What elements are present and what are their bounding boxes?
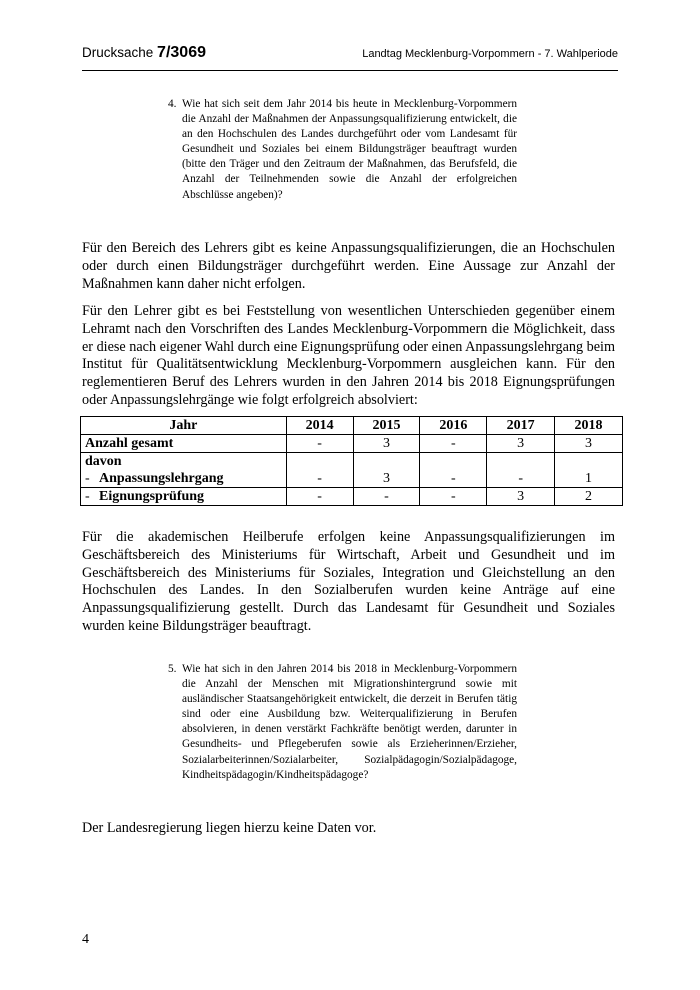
table-header-cell: 2016 [420, 417, 487, 435]
drucksache-number: 7/3069 [157, 44, 206, 61]
table-header-cell: 2015 [353, 417, 420, 435]
table-cell: 3 [353, 470, 420, 488]
table-cell: - [286, 488, 353, 506]
drucksache-prefix: Drucksache [82, 45, 154, 60]
table-cell: - [286, 470, 353, 488]
question-5-number: 5. [168, 663, 177, 675]
row-label-text: Anpassungslehrgang [99, 470, 224, 486]
table-header-cell: 2017 [487, 417, 555, 435]
question-4-text: Wie hat sich seit dem Jahr 2014 bis heute in Mecklenburg-Vorpommern die Anzahl der Maßnahmen der Anpassungsqualifizierung entwickelt, die an den Hochschulen des Landes durchgeführt oder vom Landesamt für Gesundheit und Soziales bei einem Bildungsträger beauftragt wurden (bitte den Träger und den Zeitraum der Maßnahmen, das Berufsfeld, die Anzahl der Teilnehmenden sowie die Anzahl der erfolgreichen Abschlüsse angeben)? [182, 98, 517, 201]
table-row-davon [81, 453, 623, 471]
landtag-wahlperiode: Landtag Mecklenburg-Vorpommern - 7. Wahlperiode [362, 48, 618, 60]
table-header-cell: 2018 [555, 417, 623, 435]
table-header-row [81, 417, 623, 435]
table-cell: 3 [353, 435, 420, 453]
page-number: 4 [82, 932, 89, 947]
qualification-table [80, 416, 623, 506]
drucksache-label [82, 44, 206, 62]
table-cell: - [420, 470, 487, 488]
answer-4-paragraph-1: Für den Bereich des Lehrers gibt es keine Anpassungsqualifizierungen, die an Hochschulen oder durch einen Bildungsträger durchgeführt werden. Eine Aussage zur Anzahl der Maßnahmen kann daher nicht erfolgen. [82, 240, 615, 292]
page-header [82, 40, 618, 71]
question-5 [168, 662, 517, 783]
table-cell: 1 [555, 470, 623, 488]
row-label: davon [81, 453, 287, 471]
row-dash: - [85, 470, 90, 486]
table-cell: - [353, 488, 420, 506]
table-row-total [81, 435, 623, 453]
table-cell: 3 [487, 435, 555, 453]
row-dash: - [85, 488, 90, 504]
row-label: Anzahl gesamt [81, 435, 287, 453]
table-cell: 3 [487, 488, 555, 506]
table-cell: - [420, 488, 487, 506]
question-4-number: 4. [168, 98, 177, 110]
table-header-cell: Jahr [81, 417, 287, 435]
row-label-text: Eignungsprüfung [99, 488, 205, 504]
table-cell: - [286, 435, 353, 453]
table-header-cell: 2014 [286, 417, 353, 435]
answer-5-paragraph-1: Der Landesregierung liegen hierzu keine Daten vor. [82, 820, 377, 836]
table-row-eignungspruefung [81, 488, 623, 506]
table-cell: 3 [555, 435, 623, 453]
table-cell: - [420, 435, 487, 453]
row-label [81, 470, 287, 488]
row-label [81, 488, 287, 506]
answer-4-paragraph-2: Für den Lehrer gibt es bei Feststellung von wesentlichen Unterschieden gegenüber einem Lehramt nach den Vorschriften des Landes Mecklenburg-Vorpommern die Möglichkeit, dass er diese nach eigener Wahl durch eine Eignungsprüfung oder einen Anpassungslehrgang beim Institut für Qualitätsentwicklung Mecklenburg-Vorpommern ausgleichen kann. Für den reglementieren Beruf des Lehrers wurden in den Jahren 2014 bis 2018 Eignungsprüfungen oder Anpassungslehrgänge wie folgt erfolgreich absolviert: [82, 303, 615, 408]
table-cell: 2 [555, 488, 623, 506]
table-row-anpassungslehrgang [81, 470, 623, 488]
answer-4-paragraph-3: Für die akademischen Heilberufe erfolgen keine Anpassungsqualifizierungen im Geschäftsbereich des Ministeriums für Wirtschaft, Arbeit und Gesundheit und im Geschäftsbereich des Ministeriums für Soziales, Integration und Gleichstellung an den Hochschulen des Landes. In den Sozialberufen wurden keine Anträge auf eine Anpassungsqualifizierung gestellt. Durch das Landesamt für Gesundheit und Soziales wurden keine Bildungsträger beauftragt. [82, 529, 615, 634]
question-5-text: Wie hat sich in den Jahren 2014 bis 2018 in Mecklenburg-Vorpommern die Anzahl der Menschen mit Migrationshintergrund sowie mit ausländischer Staatsangehörigkeit entwickelt, die derzeit in Berufen tätig sind oder eine Ausbildung bzw. Weiterqualifizierung in Berufen absolvieren, in denen verstärkt Fachkräfte benötigt werden, darunter in Gesundheits- und Pflegeberufen sowie als Erzieherinnen/Erzieher, Sozialarbeiterinnen/Sozialarbeiter, Sozialpädagogin/Sozialpädagoge, Kindheitspädagogin/Kindheitspädagoge? [182, 663, 517, 781]
table-cell: - [487, 470, 555, 488]
question-4 [168, 97, 517, 203]
